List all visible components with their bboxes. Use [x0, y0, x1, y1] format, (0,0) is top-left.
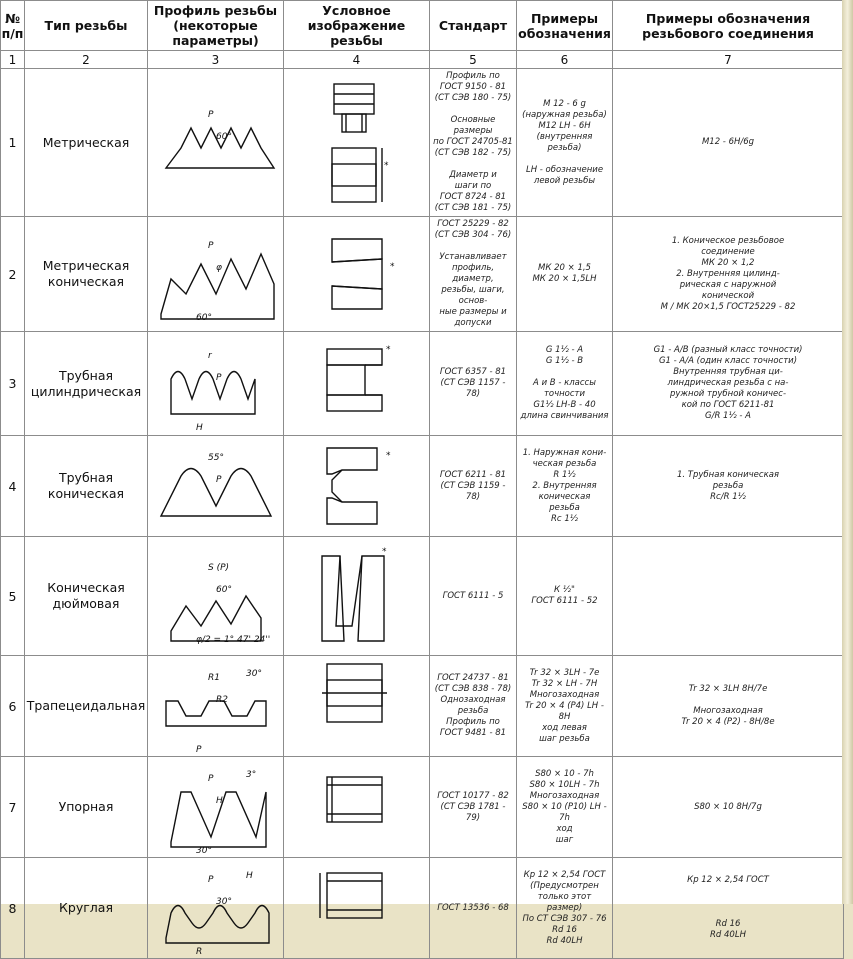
thread-profile-drawing [156, 546, 276, 646]
profile-label: P [195, 745, 201, 755]
svg-text:*: * [389, 262, 394, 272]
profile-label: φ [215, 263, 222, 273]
thread-row [1, 757, 844, 858]
profile-label: 3° [245, 770, 256, 780]
profile-label: R2 [215, 695, 228, 705]
profile-label: φ/2 = 1° 47' 24'' [195, 635, 270, 645]
profile-label: 55° [207, 453, 224, 463]
header-profile: Профиль резьбы (некоторые параметры) [148, 1, 284, 51]
profile-label: S (P) [207, 563, 229, 573]
standard-text: ГОСТ 13536 - 68 [430, 858, 517, 959]
image-cell [284, 69, 430, 217]
profile-cell [148, 656, 284, 757]
column-number: 1 [1, 51, 25, 69]
thread-conventional-drawing [312, 224, 402, 324]
profile-label: 60° [215, 585, 232, 595]
designation-examples: S80 × 10 - 7h S80 × 10LH - 7h Многозаходная S80 × 10 (P10) LH - 7h ход шаг [517, 757, 613, 858]
thread-profile-drawing [156, 93, 276, 193]
standard-text: Профиль по ГОСТ 9150 - 81 (СТ СЭВ 180 - 75) Основные размеры по ГОСТ 24705-81 (СТ СЭВ 182 - 75) Диаметр и шаги по ГОСТ 8724 - 81 (СТ СЭВ 181 - 75) [430, 69, 517, 217]
thread-type: Трубная коническая [25, 436, 148, 537]
joint-designation: Кр 12 × 2,54 ГОСТ Rd 16 Rd 40LH [613, 858, 844, 959]
thread-row [1, 217, 844, 332]
standard-text: ГОСТ 25229 - 82 (СТ СЭВ 304 - 76) Устанавливает профиль, диаметр, резьбы, шаги, основ- ные размеры и допуски [430, 217, 517, 332]
thread-conventional-drawing [312, 78, 402, 208]
row-number: 1 [1, 69, 25, 217]
image-cell [284, 757, 430, 858]
designation-examples: Кр 12 × 2,54 ГОСТ (Предусмотрен только этот размер) По СТ СЭВ 307 - 76 Rd 16 Rd 40LH [517, 858, 613, 959]
column-number: 4 [284, 51, 430, 69]
svg-text:*: * [385, 451, 390, 461]
profile-cell [148, 858, 284, 959]
joint-designation: 1. Трубная коническая резьба Rc/R 1½ [613, 436, 844, 537]
designation-examples: К ½" ГОСТ 6111 - 52 [517, 537, 613, 656]
thread-conventional-drawing [312, 334, 402, 434]
row-number: 3 [1, 332, 25, 436]
thread-conventional-drawing [312, 436, 402, 536]
profile-cell [148, 69, 284, 217]
header-standard: Стандарт [430, 1, 517, 51]
column-number: 6 [517, 51, 613, 69]
thread-profile-drawing [156, 656, 276, 756]
header-num: № п/п [1, 1, 25, 51]
joint-designation [613, 537, 844, 656]
profile-label: P [207, 109, 213, 120]
thread-conventional-drawing [312, 546, 402, 646]
column-number: 5 [430, 51, 517, 69]
thread-type: Метрическая коническая [25, 217, 148, 332]
standard-text: ГОСТ 6211 - 81 (СТ СЭВ 1159 - 78) [430, 436, 517, 537]
standard-text: ГОСТ 24737 - 81 (СТ СЭВ 838 - 78) Однозаходная резьба Профиль по ГОСТ 9481 - 81 [430, 656, 517, 757]
profile-label: H [215, 796, 223, 806]
standard-text: ГОСТ 10177 - 82 (СТ СЭВ 1781 - 79) [430, 757, 517, 858]
thread-conventional-drawing [312, 656, 402, 756]
thread-row [1, 858, 844, 959]
image-cell [284, 332, 430, 436]
joint-designation: G1 - A/B (разный класс точности) G1 - A/A (один класс точности) Внутренняя трубная ци- линдрическая резьба с на- ружной трубной коничес- кой по ГОСТ 6211-81 G/R 1½ - A [613, 332, 844, 436]
row-number: 4 [1, 436, 25, 537]
thread-type: Трапецеидальная [25, 656, 148, 757]
profile-label: P [207, 241, 213, 251]
column-number: 2 [25, 51, 148, 69]
thread-row [1, 69, 844, 217]
profile-label: 30° [245, 669, 262, 679]
thread-profile-drawing [156, 436, 276, 536]
thread-row [1, 656, 844, 757]
header-image: Условное изображение резьбы [284, 1, 430, 51]
profile-cell [148, 217, 284, 332]
profile-label: P [207, 875, 213, 885]
svg-text:*: * [385, 344, 390, 355]
profile-label: 30° [215, 897, 232, 907]
thread-profile-drawing [156, 334, 276, 434]
profile-label: R [195, 947, 202, 957]
row-number: 2 [1, 217, 25, 332]
column-number: 3 [148, 51, 284, 69]
profile-label: H [195, 422, 203, 433]
image-cell [284, 436, 430, 537]
joint-designation: М12 - 6Н/6g [613, 69, 844, 217]
thread-row [1, 537, 844, 656]
profile-label: R1 [207, 673, 220, 683]
profile-cell [148, 436, 284, 537]
column-number: 7 [613, 51, 844, 69]
svg-text:*: * [381, 547, 386, 557]
designation-examples: М 12 - 6 g (наружная резьба) М12 LH - 6H (внутренняя резьба) LH - обозначение левой резьбы [517, 69, 613, 217]
profile-cell [148, 757, 284, 858]
thread-conventional-drawing [312, 757, 402, 857]
joint-designation: Tr 32 × 3LH 8H/7e Многозаходная Tr 20 × 4 (P2) - 8H/8e [613, 656, 844, 757]
thread-type: Метрическая [25, 69, 148, 217]
header-type: Тип резьбы [25, 1, 148, 51]
standard-text: ГОСТ 6111 - 5 [430, 537, 517, 656]
header-row [1, 1, 844, 51]
profile-label: r [207, 350, 212, 361]
thread-profile-drawing [156, 757, 276, 857]
thread-type: Трубная цилиндрическая [25, 332, 148, 436]
row-number: 6 [1, 656, 25, 757]
thread-row [1, 436, 844, 537]
thread-profile-drawing [156, 224, 276, 324]
thread-type: Упорная [25, 757, 148, 858]
column-number-row [1, 51, 844, 69]
thread-profile-drawing [156, 858, 276, 958]
row-number: 8 [1, 858, 25, 959]
image-cell [284, 656, 430, 757]
window-right-border [842, 0, 853, 904]
profile-label: 30° [195, 846, 212, 856]
joint-designation: S80 × 10 8H/7g [613, 757, 844, 858]
svg-text:*: * [383, 160, 388, 171]
profile-cell [148, 332, 284, 436]
row-number: 5 [1, 537, 25, 656]
row-number: 7 [1, 757, 25, 858]
image-cell [284, 858, 430, 959]
profile-label: H [245, 871, 253, 881]
image-cell [284, 537, 430, 656]
profile-label: 60° [215, 131, 232, 142]
designation-examples: G 1½ - A G 1½ - B A и B - классы точности G1½ LH-B - 40 длина свинчивания [517, 332, 613, 436]
thread-conventional-drawing [312, 858, 402, 958]
profile-cell [148, 537, 284, 656]
joint-designation: 1. Коническое резьбовое соединение МК 20 × 1,2 2. Внутренняя цилинд- рическая с наружной конической М / МК 20×1,5 ГОСТ25229 - 82 [613, 217, 844, 332]
header-joint: Примеры обозначения резьбового соединения [613, 1, 844, 51]
designation-examples: Tr 32 × 3LH - 7e Tr 32 × LH - 7H Многозаходная Tr 20 × 4 (P4) LH - 8H ход левая шаг резьба [517, 656, 613, 757]
thread-row [1, 332, 844, 436]
designation-examples: 1. Наружная кони- ческая резьба R 1½ 2. Внутренняя коническая резьба Rc 1½ [517, 436, 613, 537]
header-examples: Примеры обозначения [517, 1, 613, 51]
image-cell [284, 217, 430, 332]
profile-label: P [207, 774, 213, 784]
thread-type: Коническая дюймовая [25, 537, 148, 656]
standard-text: ГОСТ 6357 - 81 (СТ СЭВ 1157 - 78) [430, 332, 517, 436]
designation-examples: МК 20 × 1,5 МК 20 × 1,5LH [517, 217, 613, 332]
profile-label: 60° [195, 313, 212, 323]
profile-label: P [215, 372, 221, 383]
thread-type: Круглая [25, 858, 148, 959]
profile-label: P [215, 475, 221, 485]
